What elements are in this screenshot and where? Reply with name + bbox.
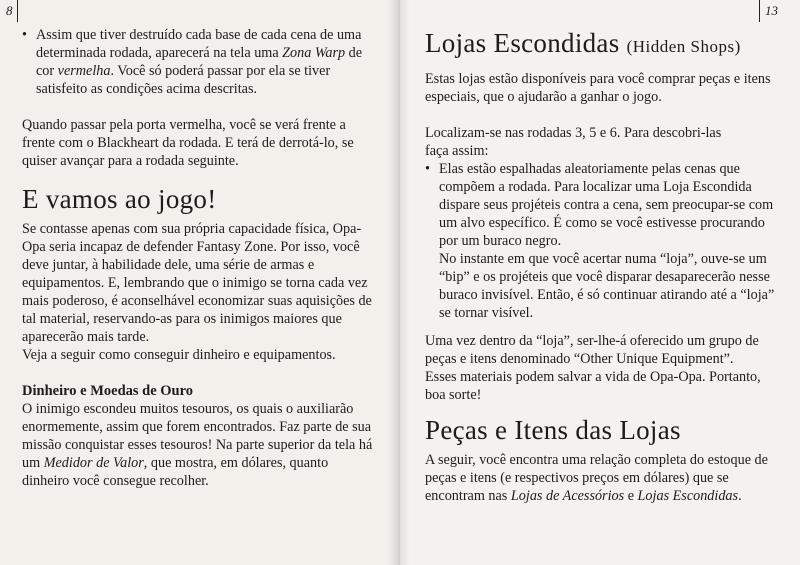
- left-page-number: 8: [6, 3, 13, 18]
- italic-term: vermelha: [57, 63, 111, 79]
- shops-intro-paragraph: Estas lojas estão disponíveis para você comprar peças e itens especiais, que o ajudarão a ganhar o jogo.: [425, 71, 771, 105]
- section-heading-shop-items: Peças e Itens das Lojas: [425, 415, 681, 445]
- shops-location-line-2: faça assim:: [425, 143, 489, 159]
- weapons-paragraph: Se contasse apenas com sua própria capacidade física, Opa-Opa seria incapaz de defender Fantasy Zone. Por isso, você deve juntar, à habilidade dele, uma série de armas e equipamentos. E, lembrando que o inimigo se torna cada vez mais poderoso, é aconselhável economizar suas aquisições de tal material, reservando-as para os inimigos maiores que aparecerão mais tarde.: [22, 221, 372, 345]
- section-heading-lets-play: E vamos ao jogo!: [22, 184, 217, 214]
- section-heading-hidden-shops: [425, 26, 775, 64]
- text-run: A seguir, você encontra uma relação completa do estoque de peças e itens (e respectivos preços em dólares) que se encontram nas: [425, 452, 768, 504]
- bullet-icon: •: [425, 161, 430, 177]
- right-page-number-rule: [759, 0, 760, 22]
- money-subheading: Dinheiro e Moedas de Ouro: [22, 383, 194, 399]
- left-column: [22, 26, 376, 490]
- italic-term: Medidor de Valor: [43, 455, 144, 471]
- left-page-number-rule: [17, 0, 18, 22]
- shops-location-line: Localizam-se nas rodadas 3, 5 e 6. Para descobri-las: [425, 125, 722, 141]
- italic-term: Lojas de Acessórios: [510, 488, 625, 504]
- how-to-get-money-paragraph: Veja a seguir como conseguir dinheiro e equipamentos.: [22, 347, 336, 363]
- shop-items-paragraph: [425, 451, 775, 505]
- text-run: .: [738, 488, 742, 504]
- blackheart-paragraph: Quando passar pela porta vermelha, você se verá frente a frente com o Blackheart da rodada. E terá de derrotá-lo, se quiser avançar para a rodada seguinte.: [22, 117, 354, 169]
- book-gutter: [388, 0, 410, 565]
- shops-bullet: [425, 160, 775, 250]
- text-run: Assim que tiver destruído cada base de cada cena de uma determinada rodada, aparecerá na tela uma: [36, 27, 362, 61]
- good-luck-paragraph: Esses materiais podem salvar a vida de Opa-Opa. Portanto, boa sorte!: [425, 369, 761, 403]
- bullet-icon: •: [22, 27, 27, 43]
- text-run: de cor: [36, 45, 363, 79]
- shops-bullet-text: Elas estão espalhadas aleatoriamente pelas cenas que compõem a rodada. Para localizar uma Loja Escondida dispare seus projéteis contra a cena, sem preocupar-se com um alvo específico. É como se você estivesse procurando por um buraco negro.: [439, 161, 774, 249]
- text-run: e: [624, 488, 638, 504]
- text-run: . Você só poderá passar por ela se tiver satisfeito as condições acima descritas.: [36, 63, 331, 97]
- right-column: [425, 26, 775, 505]
- warp-zone-bullet-text: [36, 27, 362, 97]
- treasure-paragraph: [22, 400, 376, 490]
- italic-term: Zona Warp: [282, 45, 346, 61]
- hidden-shops-subtitle: (Hidden Shops): [626, 37, 741, 56]
- text-run: O inimigo escondeu muitos tesouros, os quais o auxiliarão enormemente, assim que forem encontrados. Faz parte de sua missão conquistar esses tesouros! Na parte superior da tela há um: [22, 401, 373, 471]
- italic-term: Lojas Escondidas: [637, 488, 739, 504]
- right-page-number: 13: [765, 3, 778, 18]
- hidden-shops-title: Lojas Escondidas: [425, 28, 620, 58]
- shops-bullet-continuation: No instante em que você acertar numa “loja”, ouve-se um “bip” e os projéteis que você disparar desaparecerão nesse buraco invisível. Então, é só continuar atirando até a “loja” se tornar visível.: [439, 251, 775, 321]
- inside-shop-paragraph: Uma vez dentro da “loja”, ser-lhe-á oferecido um grupo de peças e itens denominado “Other Unique Equipment”.: [425, 333, 759, 367]
- text-run: , que mostra, em dólares, quanto dinheiro você consegue recolher.: [22, 455, 329, 489]
- warp-zone-bullet: [22, 26, 376, 98]
